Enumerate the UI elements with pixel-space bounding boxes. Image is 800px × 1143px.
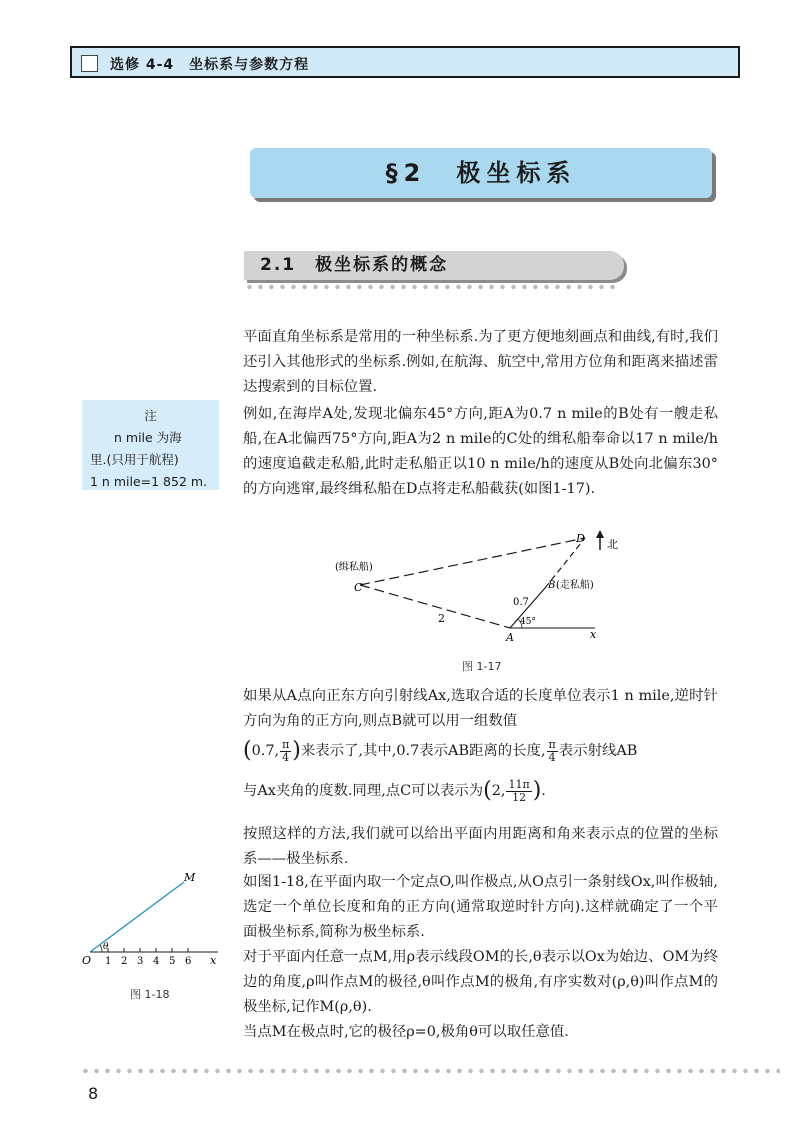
paragraph-polar-coordinates: 对于平面内任意一点M,用ρ表示线段OM的长,θ表示以Ox为始边、OM为终边的角度,ρ叫作点M的极径,θ叫作点M的极角,有序实数对(ρ,θ)叫作点M的极坐标,记作M(ρ,θ).	[243, 949, 718, 1015]
note-line: 里.(只用于航程)	[90, 452, 179, 467]
label-angle: 45°	[520, 617, 536, 627]
label-C-desc: (缉私船)	[335, 562, 373, 573]
margin-note	[82, 400, 219, 490]
paragraph-polar-intro: 如果从A点向正东方向引射线Ax,选取合适的长度单位表示1 n mile,逆时针方向为角的正方向,则点B就可以用一组数值	[243, 688, 718, 729]
label-theta: θ	[103, 942, 109, 952]
paragraph-polar-coords-c: 与Ax夹角的度数.同理,点C可以表示为(2, $\frac{11\pi}{12}$ ).	[243, 777, 546, 804]
label-AB-length: 0.7	[513, 597, 529, 608]
paragraph-example: 例如,在海岸A处,发现北偏东45°方向,距A为0.7 n mile的B处有一艘走私船,在A北偏西75°方向,距A为2 n mile的C处的缉私船奉命以17 n mile/h的速度追截走私船,此时走私船正以10 n mile/h的速度从B处向北偏东30°的方向逃窜,最终缉私船在D点将走私船截获(如图1-17).	[243, 406, 718, 497]
tick-label: 3	[137, 956, 144, 967]
coord-c-text: 与Ax夹角的度数.同理,点C可以表示为	[243, 783, 484, 799]
line-CD	[360, 538, 585, 585]
north-arrow-head-icon	[596, 530, 604, 538]
figure-1-18-diagram	[80, 868, 230, 968]
running-header	[70, 46, 740, 78]
label-north: 北	[607, 538, 618, 551]
fraction-pi-over-4: $\frac{\pi}{4}$	[548, 737, 556, 764]
label-C: C	[354, 581, 363, 594]
dotted-divider	[244, 284, 620, 290]
header-text: 选修 4-4 坐标系与参数方程	[110, 57, 310, 73]
page-number: 8	[88, 1084, 99, 1103]
label-CA-length: 2	[438, 612, 445, 625]
coord-c-value: 2,	[491, 783, 506, 799]
tick-label: 6	[185, 956, 192, 967]
figure-1-18-caption: 图 1-18	[130, 988, 170, 1001]
paragraph-polar-coords: (0.7, $\frac{\pi}{4}$ )来表示了,其中,0.7表示AB距离的长度, $\frac{\pi}{4}$ 表示射线AB	[243, 737, 638, 764]
note-line: 1 n mile=1 852 m.	[90, 474, 208, 489]
label-O: O	[82, 954, 92, 967]
tick-label: 5	[169, 956, 176, 967]
label-D: D	[576, 532, 585, 545]
figure-1-17-diagram	[320, 528, 620, 653]
tick-label: 4	[153, 956, 160, 967]
coord-b-value: 0.7,	[251, 743, 280, 759]
tick-marks	[108, 948, 188, 952]
paragraph-pole-case: 当点M在极点时,它的极径ρ=0,极角θ可以取任意值.	[243, 1024, 569, 1040]
fraction-11pi-over-12: $\frac{11\pi}{12}$	[508, 777, 530, 804]
label-A: A	[506, 631, 514, 644]
label-M: M	[184, 871, 196, 884]
subsection-title: 2.1 极坐标系的概念	[260, 255, 449, 275]
label-B-desc: (走私船)	[556, 580, 594, 591]
label-B: B	[548, 580, 556, 591]
note-line: n mile 为海	[114, 430, 182, 445]
tick-label: 1	[105, 956, 112, 967]
figure-1-17-caption: 图 1-17	[462, 660, 502, 673]
theta-arc	[100, 945, 102, 952]
label-x: x	[590, 628, 597, 641]
paragraph-intro: 平面直角坐标系是常用的一种坐标系.为了更方便地刻画点和曲线,有时,我们还引入其他形式的坐标系.例如,在航海、航空中,常用方位角和距离来描述雷达搜索到的目标位置.	[243, 329, 718, 395]
tick-label: 2	[121, 956, 128, 967]
fraction-pi-over-4: $\frac{\pi}{4}$	[282, 737, 290, 764]
label-x: x	[210, 954, 217, 967]
section-title: §2 极坐标系	[250, 148, 712, 198]
paragraph-polar-definition: 按照这样的方法,我们就可以给出平面内用距离和角来表示点的位置的坐标系——极坐标系.	[243, 826, 718, 867]
note-title: 注	[144, 408, 157, 423]
subsection-title-box	[244, 251, 624, 280]
coord-b-text: 来表示了,其中,0.7表示AB距离的长度,	[300, 743, 546, 759]
paragraph-pole-axis: 如图1-18,在平面内取一个定点O,叫作极点,从O点引一条射线Ox,叫作极轴,选定一个单位长度和角的正方向(通常取逆时针方向).这样就确定了一个平面极坐标系,简称为极坐标系.	[243, 874, 718, 940]
footer-dotted-divider	[80, 1068, 780, 1074]
coord-b-text2: 表示射线AB	[558, 743, 638, 759]
header-square-icon	[81, 55, 98, 72]
line-CA	[360, 585, 510, 628]
